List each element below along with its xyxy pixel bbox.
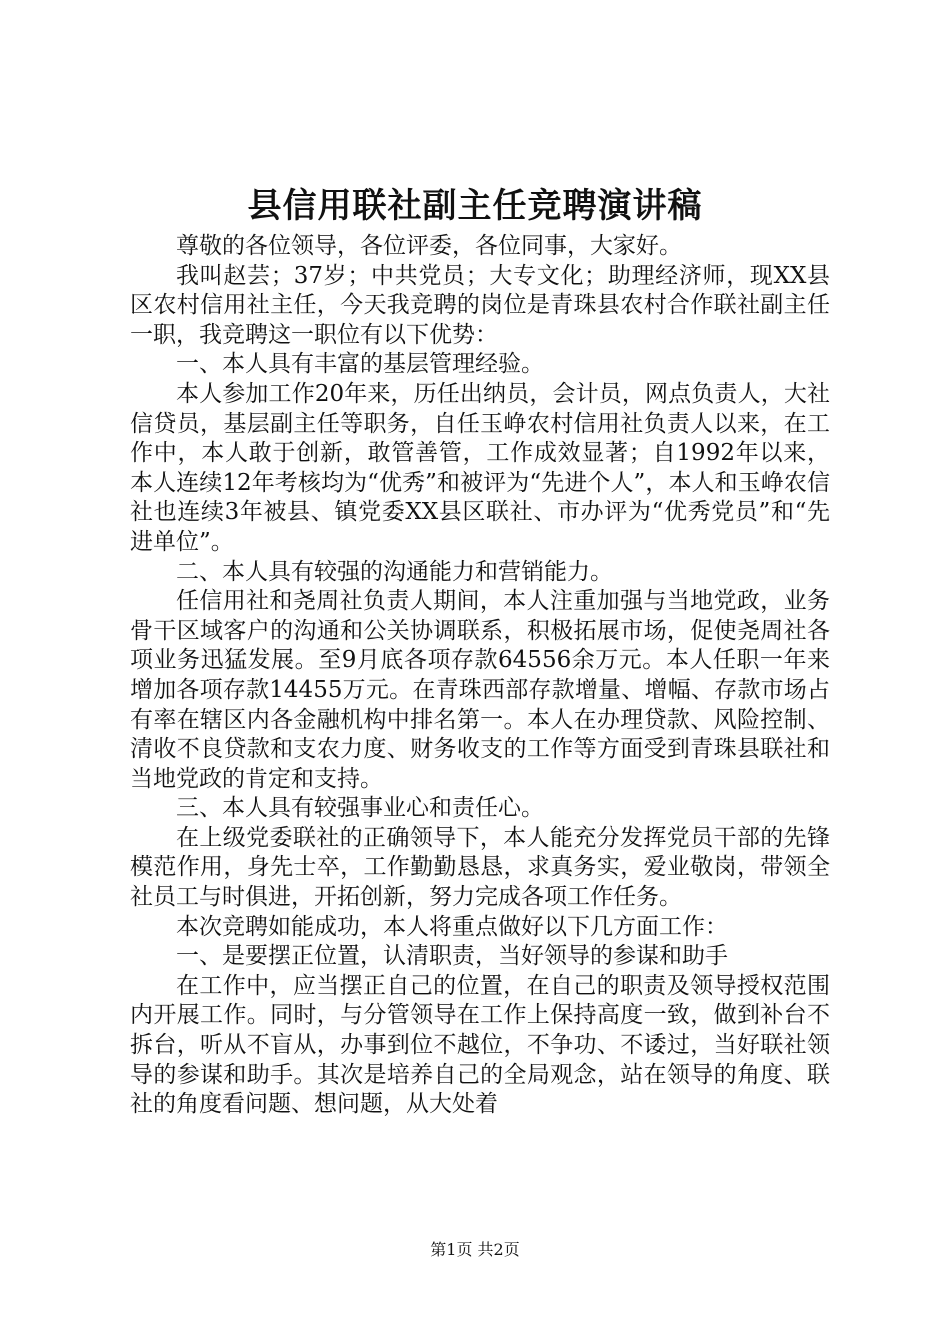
paragraph-communication: 任信用社和尧周社负责人期间，本人注重加强与当地党政，业务骨干区域客户的沟通和公关协调联系，积极拓展市场，促使尧周社各项业务迅猛发展。至9月底各项存款64556余万元。本人任职一年来增加各项存款14455万元。在青珠西部存款增量、增幅、存款市场占有率在辖区内各金融机构中排名第一。本人在办理贷款、风险控制、清收不良贷款和支农力度、财务收支的工作等方面受到青珠县联社和当地党政的肯定和支持。 (130, 588, 830, 792)
page-number-footer: 第1页 共2页 (430, 1240, 520, 1259)
document-title: 县信用联社副主任竞聘演讲稿 (247, 186, 703, 226)
paragraph-plan-intro: 本次竞聘如能成功，本人将重点做好以下几方面工作： (176, 913, 728, 940)
paragraph-introduction: 我叫赵芸；37岁；中共党员；大专文化；助理经济师，现XX县区农村信用社主任，今天我竞聘的岗位是青珠县农村合作联社副主任一职，我竞聘这一职位有以下优势： (130, 262, 830, 348)
paragraph-heading-responsibility: 三、本人具有较强事业心和责任心。 (176, 795, 544, 822)
document-body (130, 232, 830, 1120)
paragraph-heading-position: 一、是要摆正位置，认清职责，当好领导的参谋和助手 (176, 943, 728, 970)
paragraph-heading-experience: 一、本人具有丰富的基层管理经验。 (176, 351, 544, 378)
paragraph-experience: 本人参加工作20年来，历任出纳员，会计员，网点负责人，大社信贷员，基层副主任等职务，自任玉峥农村信用社负责人以来，在工作中，本人敢于创新，敢管善管，工作成效显著；自1992年以来，本人连续12年考核均为“优秀”和被评为“先进个人”，本人和玉峥农信社也连续3年被县、镇党委XX县区联社、市办评为“优秀党员”和“先进单位”。 (130, 380, 831, 555)
paragraph-greeting: 尊敬的各位领导，各位评委，各位同事，大家好。 (176, 233, 682, 259)
paragraph-responsibility: 在上级党委联社的正确领导下，本人能充分发挥党员干部的先锋模范作用，身先士卒，工作勤勤恳恳，求真务实，爱业敬岗，带领全社员工与时俱进，开拓创新，努力完成各项工作任务。 (130, 824, 830, 911)
paragraph-heading-communication: 二、本人具有较强的沟通能力和营销能力。 (176, 558, 613, 585)
paragraph-position: 在工作中，应当摆正自己的位置，在自己的职责及领导授权范围内开展工作。同时，与分管领导在工作上保持高度一致，做到补台不拆台，听从不盲从，办事到位不越位，不争功、不诿过，当好联社领导的参谋和助手。其次是培养自己的全局观念，站在领导的角度、联社的角度看问题、想问题，从大处着 (130, 972, 830, 1118)
